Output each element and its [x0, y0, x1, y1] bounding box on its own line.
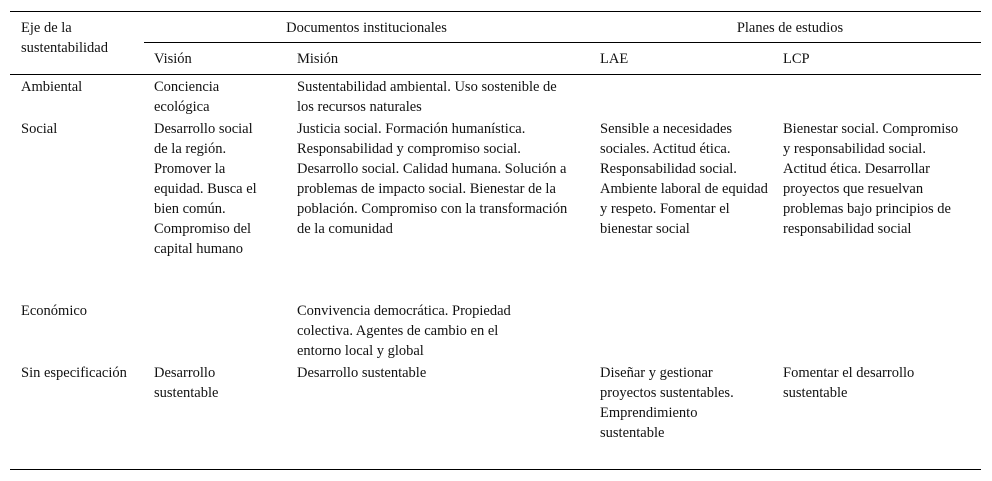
row-social-lae: Sensible a necesidades sociales. Actitud ética. Responsabilidad social. Ambiente laboral de equidad y respeto. Fomentar el bienestar social	[600, 121, 768, 237]
row-sin-especificacion-vision: Desarrollo sustentable	[154, 365, 219, 401]
row-sin-especificacion-lcp: Fomentar el desarrollo sustentable	[783, 365, 915, 401]
table-bottom-rule	[10, 469, 981, 470]
row-sin-especificacion-eje: Sin especificación	[21, 365, 127, 381]
header-lae: LAE	[600, 51, 629, 67]
row-social-eje: Social	[21, 121, 58, 137]
row-social-lcp: Bienestar social. Compromiso y responsabilidad social. Actitud ética. Desarrollar proyectos que resuelvan problemas bajo principios de responsabilidad social	[783, 121, 959, 237]
row-social-mision: Justicia social. Formación humanística. Responsabilidad y compromiso social. Desarrollo social. Calidad humana. Solución a problemas de impacto social. Bienestar de la población. Compromiso con la transformación de la comunidad	[297, 121, 568, 237]
row-economico-eje: Económico	[21, 303, 88, 319]
table-top-rule	[10, 11, 981, 12]
header-lcp: LCP	[783, 51, 810, 67]
header-mision: Misión	[297, 51, 339, 67]
header-eje: Eje de la sustentabilidad	[21, 20, 108, 56]
header-group-planes: Planes de estudios	[736, 20, 844, 36]
row-ambiental-eje: Ambiental	[21, 79, 83, 95]
header-bottom-rule	[10, 74, 981, 75]
row-economico-mision: Convivencia democrática. Propiedad colectiva. Agentes de cambio en el entorno local y global	[297, 303, 511, 359]
header-vision: Visión	[154, 51, 192, 67]
row-sin-especificacion-mision: Desarrollo sustentable	[297, 365, 427, 381]
row-ambiental-mision: Sustentabilidad ambiental. Uso sostenible de los recursos naturales	[297, 79, 557, 115]
header-group-docs: Documentos institucionales	[286, 20, 447, 36]
row-sin-especificacion-lae: Diseñar y gestionar proyectos sustentables. Emprendimiento sustentable	[600, 365, 734, 441]
header-group-rule	[144, 42, 981, 43]
row-ambiental-vision: Conciencia ecológica	[154, 79, 220, 115]
row-social-vision: Desarrollo social de la región. Promover la equidad. Busca el bien común. Compromiso del capital humano	[154, 121, 257, 257]
